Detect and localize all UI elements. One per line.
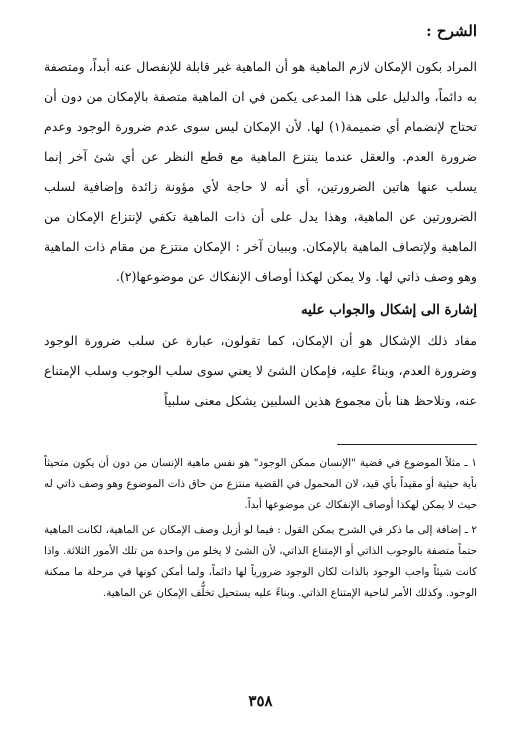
footnote-1: ١ ـ مثلاً الموضوع في قضية "الإنسان ممكن الوجود" هو نفس ماهية الإنسان من دون أن يكون متحيثاً بأية حيثية أو مقيداً بأي قيد، لان المحمول في القضية منتزع من حاق ذات الموضوع وهو وصف ذاتي له حيث لا يمكن لهكذا أوصاف الإنفكاك عن موضوعها أبداً. xyxy=(44,457,477,511)
body-paragraph-2: مفاد ذلك الإشكال هو أن الإمكان، كما تقولون، عبارة عن سلب ضرورة الوجود وضرورة العدم، وبناءً عليه، فإمكان الشئ لا يعني سوى سلب الوجوب وسلب الإمتناع عنه، ونلاحظ هنا بأن مجموع هذين السلبين يشكل معنى سلبياً xyxy=(44,333,477,408)
subsection-heading: إشارة الى إشكال والجواب عليه xyxy=(300,302,477,318)
page-number: ٣٥٨ xyxy=(248,692,273,710)
page-content xyxy=(44,20,477,608)
footnote-2: ٢ ـ إضافة إلى ما ذكر في الشرح يمكن القول : فيما لو أزيل وصف الإمكان عن الماهية، لكانت الماهية حتماً متصفة بالوجوب الذاتي أو الإمتناع الذاتي، لأن الشئ لا يخلو من واحدة من تلك الأمور الثلاثة. واذا كانت شيئاً واجب الوجود بالذات لكان الوجود ضرورياً لها دائماً، ولما أمكن كونها في مرحلة ما ممكنة الوجود. وكذلك الأمر لناحية الإمتناع الذاتي. وبناءً عليه يستحيل تخلُّف الإمكان عن الماهية. xyxy=(44,524,477,599)
body-paragraph-1: المراد بكون الإمكان لازم الماهية هو أن الماهية غير قابلة للإنفصال عنه أبداً، ومتصفة به دائماً، والدليل على هذا المدعى يكمن في ان الماهية متصفة بالإمكان من دون أن تحتاج لإنضمام أي ضميمة(١) لها. لأن الإمكان ليس سوى عدم ضرورة الوجود وعدم ضرورة العدم. والعقل عندما ينتزع الماهية مع قطع النظر عن أي شئ آخر إنما يسلب عنها هاتين الضرورتين، أي أنه لا حاجة لأي مؤونة زائدة وإضافية لسلب الضرورتين عن الماهية، وهذا يدل على أن ذات الماهية تكفي لإنتزاع الإمكان من الماهية ولإتصاف الماهية بالإمكان. وببيان آخر : الإمكان منتزع من مقام ذات الماهية وهو وصف ذاتي لها. ولا يمكن لهكذا أوصاف الإنفكاك عن موضوعها(٢). xyxy=(44,59,477,284)
footnote-separator xyxy=(337,444,477,445)
section-heading: الشرح : xyxy=(426,22,477,40)
